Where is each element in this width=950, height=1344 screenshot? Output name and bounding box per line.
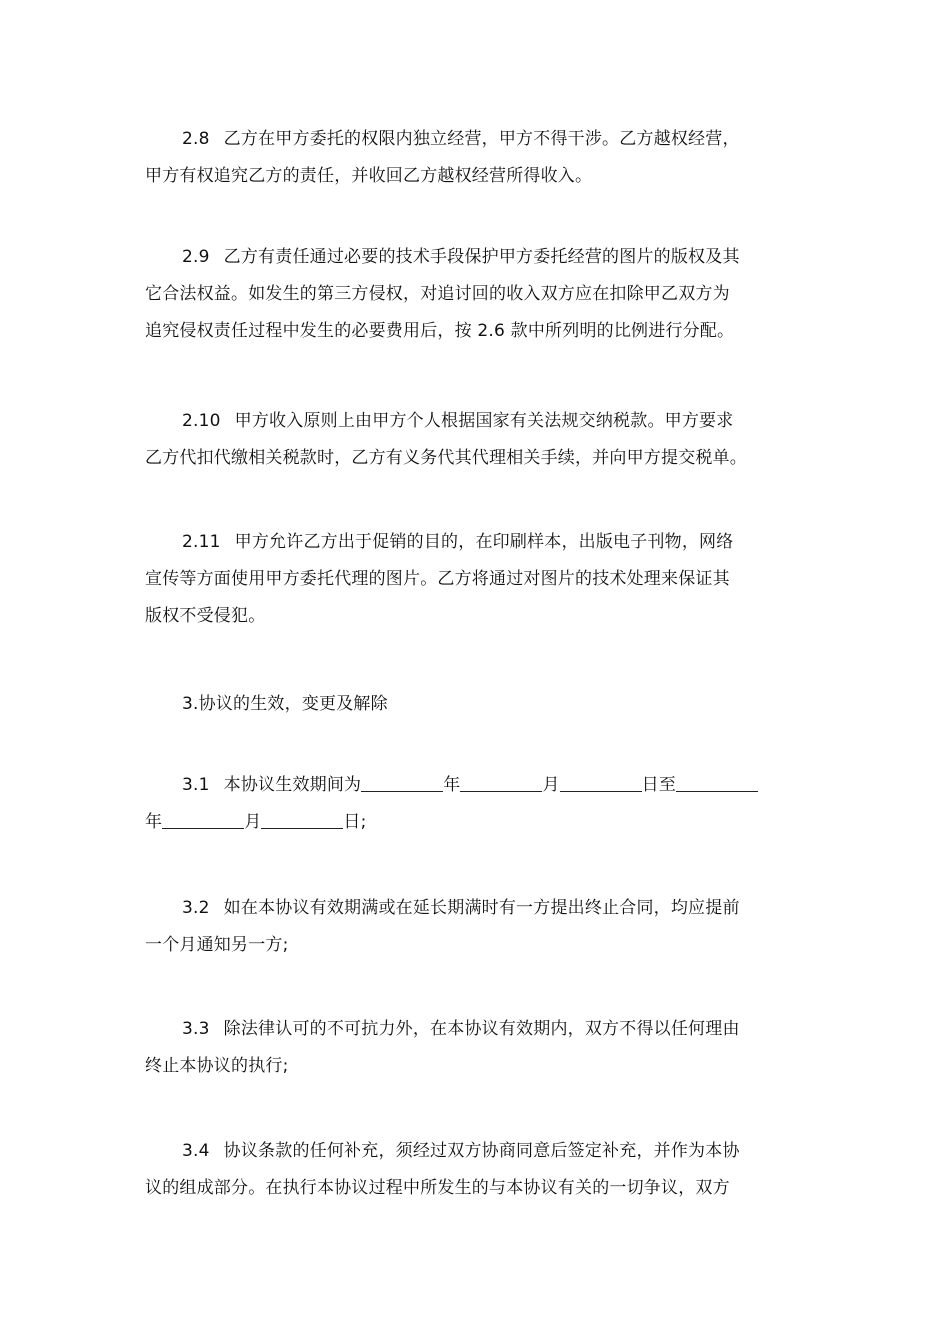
clause-number: 2.9 — [182, 247, 210, 267]
date-blank-line — [162, 810, 244, 829]
clause-number: 3.3 — [182, 1019, 210, 1039]
clause-text: 甲方允许乙方出于促销的目的，在印刷样本，出版电子刊物，网络 — [234, 532, 734, 552]
clause-text: 本协议生效期间为 — [223, 775, 362, 795]
clause-text: 宣传等方面使用甲方委托代理的图片。乙方将通过对图片的技术处理来保证其 — [145, 569, 730, 589]
date-unit-label: 年 — [145, 812, 163, 832]
clause-2-9 — [145, 239, 810, 350]
date-unit-label: 日至 — [641, 775, 677, 795]
clause-text: 版权不受侵犯。 — [145, 606, 266, 626]
clause-text: 追究侵权责任过程中发生的必要费用后，按 2.6 款中所列明的比例进行分配。 — [145, 321, 735, 341]
date-unit-label: 年 — [443, 775, 461, 795]
date-blank-line — [261, 810, 343, 829]
clause-text: 它合法权益。如发生的第三方侵权，对追讨回的收入双方应在扣除甲乙双方为 — [145, 284, 730, 304]
clause-number: 3.4 — [182, 1141, 210, 1161]
clause-3-1 — [145, 767, 810, 841]
clause-2-8 — [145, 121, 810, 195]
clause-text: 协议条款的任何补充，须经过双方协商同意后签定补充，并作为本协 — [223, 1141, 740, 1161]
clause-text: 终止本协议的执行; — [145, 1056, 289, 1076]
clause-text: 议的组成部分。在执行本协议过程中所发生的与本协议有关的一切争议，双方 — [145, 1178, 730, 1198]
date-unit-label: 日; — [343, 812, 367, 832]
clause-3-3 — [145, 1011, 810, 1085]
clause-number: 3.2 — [182, 898, 210, 918]
clause-3-4 — [145, 1133, 810, 1207]
date-blank-line — [560, 773, 642, 792]
clause-text: 甲方收入原则上由甲方个人根据国家有关法规交纳税款。甲方要求 — [234, 411, 734, 431]
date-blank-line — [460, 773, 542, 792]
clause-text: 甲方有权追究乙方的责任，并收回乙方越权经营所得收入。 — [145, 166, 593, 186]
section-heading: 3.协议的生效，变更及解除 — [182, 694, 388, 714]
date-blank-line — [676, 773, 758, 792]
date-unit-label: 月 — [542, 775, 560, 795]
clause-text: 一个月通知另一方; — [145, 935, 289, 955]
clause-text: 如在本协议有效期满或在延长期满时有一方提出终止合同，均应提前 — [223, 898, 740, 918]
clause-number: 2.8 — [182, 129, 210, 149]
clause-text: 乙方代扣代缴相关税款时，乙方有义务代其代理相关手续，并向甲方提交税单。 — [145, 448, 747, 468]
date-blank-line — [361, 773, 443, 792]
clause-3-2 — [145, 890, 810, 964]
date-unit-label: 月 — [244, 812, 262, 832]
section-3-heading — [145, 686, 810, 723]
clause-2-10 — [145, 403, 810, 477]
clause-number: 2.11 — [182, 532, 221, 552]
clause-text: 乙方有责任通过必要的技术手段保护甲方委托经营的图片的版权及其 — [223, 247, 740, 267]
clause-2-11 — [145, 524, 810, 635]
clause-text: 乙方在甲方委托的权限内独立经营，甲方不得干涉。乙方越权经营， — [223, 129, 740, 149]
clause-number: 3.1 — [182, 775, 210, 795]
clause-number: 2.10 — [182, 411, 221, 431]
clause-text: 除法律认可的不可抗力外，在本协议有效期内，双方不得以任何理由 — [223, 1019, 740, 1039]
